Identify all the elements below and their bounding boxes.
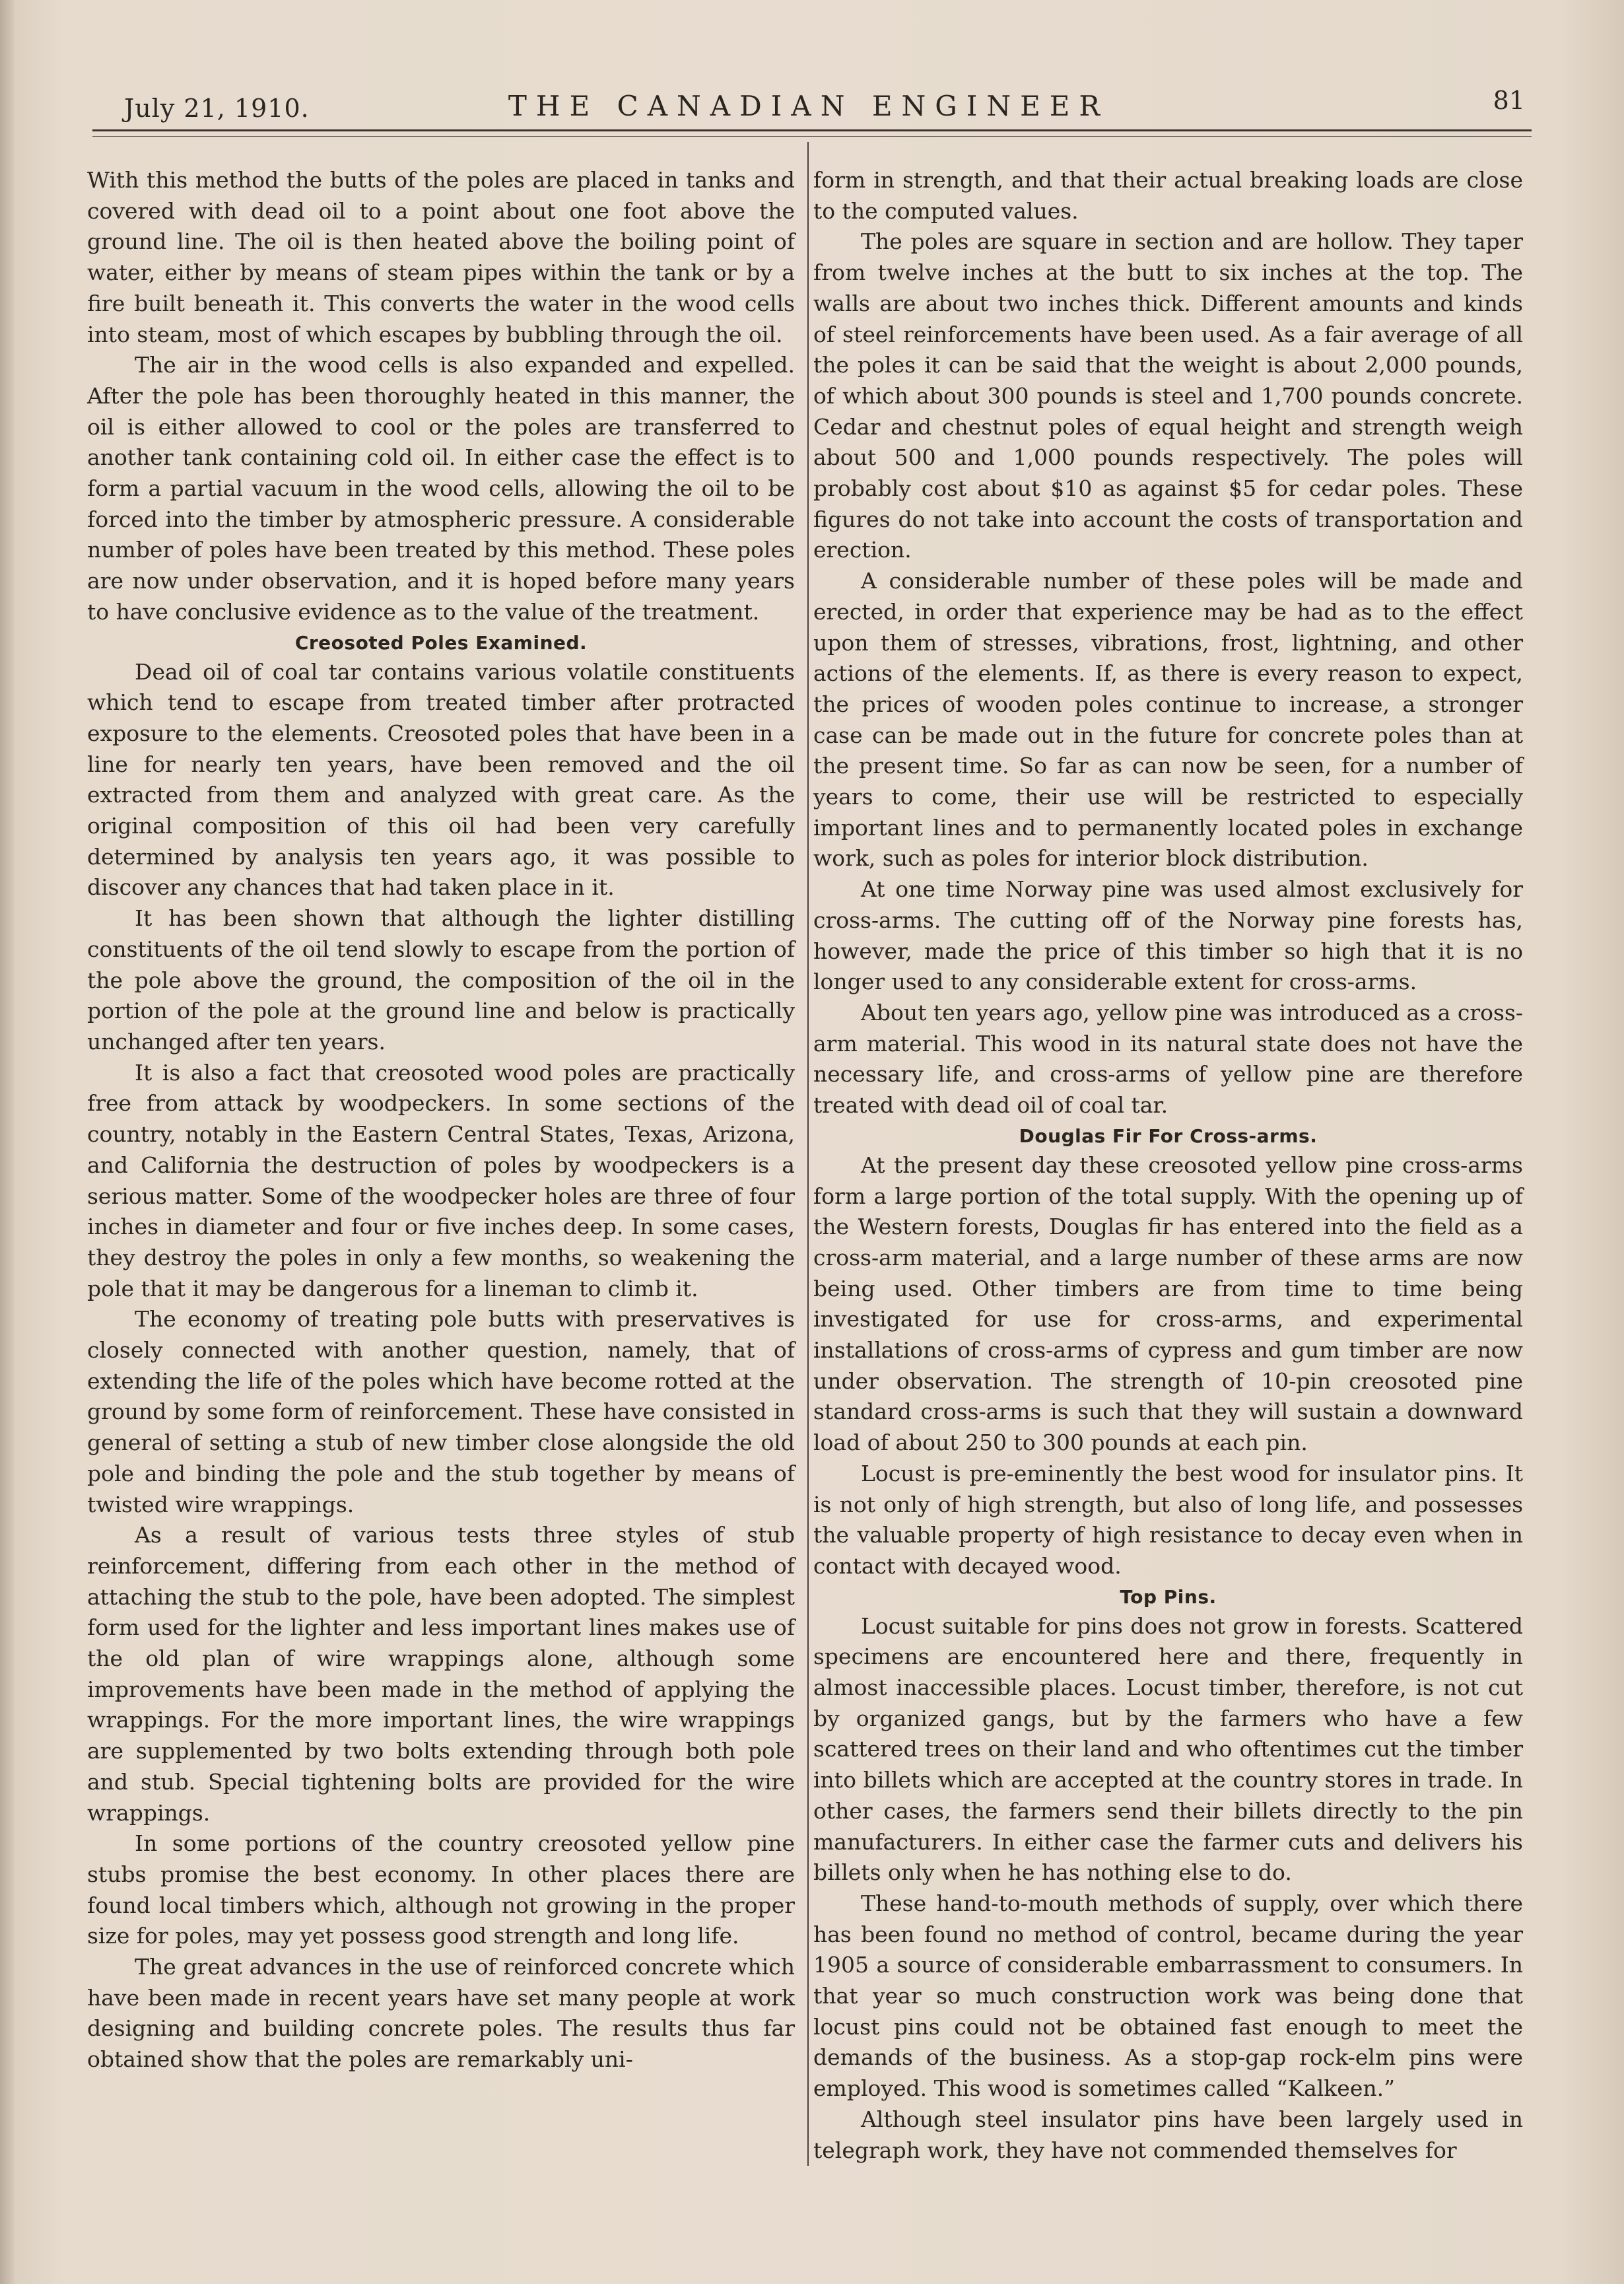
paragraph: It is also a fact that creosoted wood poles are practically free from attack by woodpeckers. In some sections of the country, notably in the Eastern Central States, Texas, Arizona, and California the destruction of poles by woodpeckers is a serious matter. Some of the woodpecker holes are three of four inches in diameter and four or five inches deep. In some cases, they destroy the poles in only a few months, so weakening the pole that it may be dangerous for a lineman to climb it. <box>87 1059 795 1301</box>
paragraph: The poles are square in section and are hollow. They taper from twelve inches at the butt to six inches at the top. The walls are about two inches thick. Different amounts and kinds of steel reinforcements have been used. As a fair average of all the poles it can be said that the weight is about 2,000 pounds, of which about 300 pounds is steel and 1,700 pounds concrete. Cedar and chestnut poles of equal height and strength weigh about 500 and 1,000 pounds respectively. The poles will probably cost about $10 as against $5 for cedar poles. These figures do not take into account the costs of transportation and erection. <box>813 228 1523 563</box>
paragraph: form in strength, and that their actual breaking loads are close to the computed values. <box>813 167 1523 224</box>
paragraph: About ten years ago, yellow pine was introduced as a cross-arm material. This wood in its natural state does not have the necessary life, and cross-arms of yellow pine are therefore treated with dead oil of coal tar. <box>813 999 1523 1119</box>
paragraph: Dead oil of coal tar contains various volatile constituents which tend to escape from treated timber after protracted exposure to the elements. Creosoted poles that have been in a line for nearly ten years, have been removed and the oil extracted from them and analyzed with great care. As the original composition of this oil had been very carefully determined by analysis ten years ago, it was possible to discover any chances that had taken place in it. <box>87 658 795 901</box>
section-heading: Top Pins. <box>1120 1585 1217 1608</box>
paragraph: At the present day these creosoted yellow pine cross-arms form a large portion of the total supply. With the opening up of the Western forests, Douglas fir has entered into the field as a cross-arm material, and a large number of these arms are now being used. Other timbers are from time to time being investigated for use for cross-arms, and experimental installations of cross-arms of cypress and gum timber are now under observation. The strength of 10-pin creosoted pine standard cross-arms is such that they will sustain a downward load of about 250 to 300 pounds at each pin. <box>813 1152 1523 1456</box>
paragraph: A considerable number of these poles will be made and erected, in order that experience may be had as to the effect upon them of stresses, vibrations, frost, lightning, and other actions of the elements. If, as there is every reason to expect, the prices of wooden poles continue to increase, a stronger case can be made out in the future for concrete poles than at the present time. So far as can now be seen, for a number of years to come, their use will be restricted to especially important lines and to permanently located poles in exchange work, such as poles for interior block distribution. <box>813 568 1523 872</box>
page-number: 81 <box>1493 86 1525 115</box>
section-heading: Douglas Fir For Cross-arms. <box>1019 1125 1318 1147</box>
paragraph: At one time Norway pine was used almost exclusively for cross-arms. The cutting off of the Norway pine forests has, however, made the price of this timber so high that it is no longer used to any considerable extent for cross-arms. <box>813 876 1523 995</box>
paragraph: In some portions of the country creosoted yellow pine stubs promise the best economy. In other places there are found local timbers which, although not growing in the proper size for poles, may yet possess good strength and long life. <box>87 1830 795 1949</box>
page-header <box>92 79 1525 132</box>
paragraph: The great advances in the use of reinforced concrete which have been made in recent years have set many people at work designing and building concrete poles. The results thus far obtained show that the poles are remarkably uni- <box>87 1954 795 2073</box>
section-heading: Creosoted Poles Examined. <box>294 631 588 654</box>
binding-edge <box>0 0 15 2284</box>
paragraph: As a result of various tests three styles of stub reinforcement, differing from each other in the method of attaching the stub to the pole, have been adopted. The simplest form used for the lighter and less important lines makes use of the old plan of wire wrappings alone, although some improvements have been made in the method of applying the wrappings. For the more important lines, the wire wrappings are supplemented by two bolts extending through both pole and stub. Special tightening bolts are provided for the wire wrappings. <box>87 1522 795 1826</box>
right-column <box>813 165 1523 2166</box>
paragraph: The air in the wood cells is also expanded and expelled. After the pole has been thoroughly heated in this manner, the oil is either allowed to cool or the poles are transferred to another tank containing cold oil. In either case the effect is to form a partial vacuum in the wood cells, allowing the oil to be forced into the timber by atmospheric pressure. A considerable number of poles have been treated by this method. These poles are now under observation, and it is hoped before many years to have conclusive evidence as to the value of the treatment. <box>87 352 795 625</box>
left-column <box>87 165 795 2075</box>
paragraph: These hand-to-mouth methods of supply, over which there has been found no method of control, became during the year 1905 a source of considerable embarrassment to consumers. In that year so much construction work was being done that locust pins could not be obtained fast enough to meet the demands of the business. As a stop-gap rock-elm pins were employed. This wood is sometimes called “Kalkeen.” <box>813 1890 1523 2102</box>
paragraph: Locust suitable for pins does not grow in forests. Scattered specimens are encountered here and there, frequently in almost inaccessible places. Locust timber, therefore, is not cut by organized gangs, but by the farmers who have a few scattered trees on their land and who oftentimes cut the timber into billets which are accepted at the country stores in trade. In other cases, the farmers send their billets directly to the pin manufacturers. In either case the farmer cuts and delivers his billets only when he has nothing else to do. <box>813 1612 1523 1886</box>
issue-date: July 21, 1910. <box>124 94 310 123</box>
paragraph: The economy of treating pole butts with preservatives is closely connected with another question, namely, that of extending the life of the poles which have become rotted at the ground by some form of reinforcement. These have consisted in general of setting a stub of new timber close alongside the old pole and binding the pole and the stub together by means of twisted wire wrappings. <box>87 1306 795 1517</box>
paragraph: With this method the butts of the poles are placed in tanks and covered with dead oil to a point about one foot above the ground line. The oil is then heated above the boiling point of water, either by means of steam pipes within the tank or by a fire built beneath it. This converts the water in the wood cells into steam, most of which escapes by bubbling through the oil. <box>87 167 795 347</box>
paragraph: It has been shown that although the lighter distilling constituents of the oil tend slowly to escape from the portion of the pole above the ground, the composition of the oil in the portion of the pole at the ground line and below is practically unchanged after ten years. <box>87 905 795 1055</box>
paragraph: Locust is pre-eminently the best wood for insulator pins. It is not only of high strength, but also of long life, and possesses the valuable property of high resistance to decay even when in contact with decayed wood. <box>813 1460 1523 1579</box>
journal-title: THE CANADIAN ENGINEER <box>508 90 1110 122</box>
column-divider <box>807 142 809 2166</box>
paragraph: Although steel insulator pins have been largely used in telegraph work, they have not commended themselves for <box>813 2106 1523 2163</box>
header-rule-thin <box>92 136 1532 137</box>
header-rule <box>92 129 1532 131</box>
